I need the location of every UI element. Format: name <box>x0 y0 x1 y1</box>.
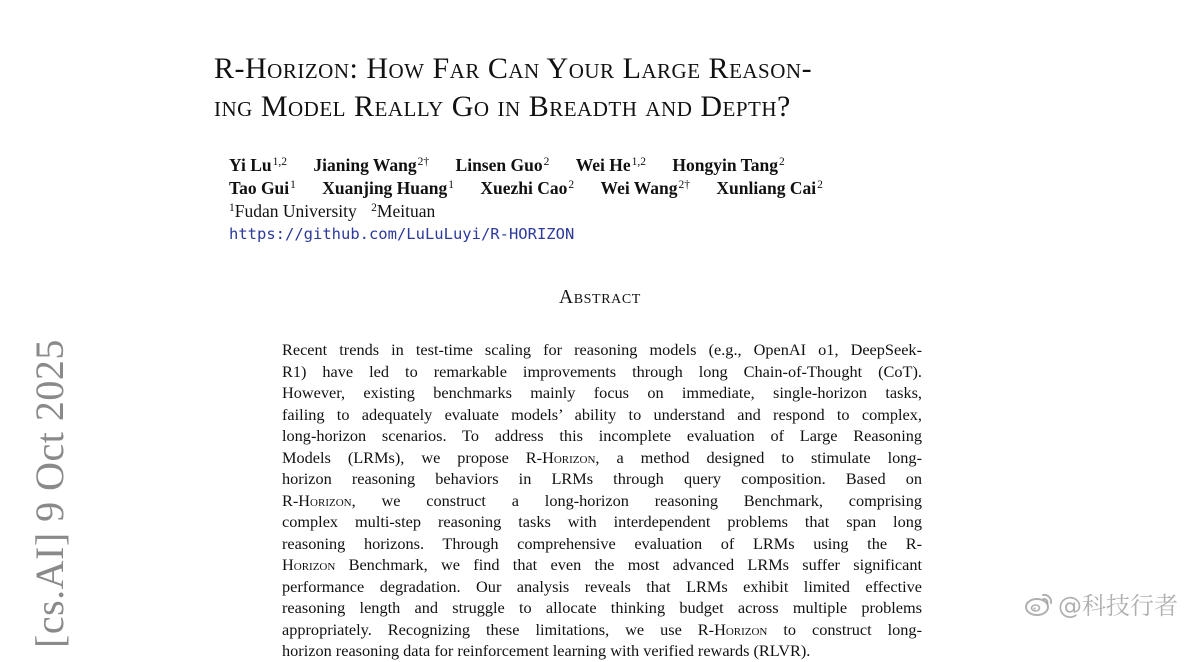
watermark-text: @科技行者 <box>1058 592 1178 620</box>
paper-title <box>214 50 1034 126</box>
repo-link[interactable]: https://github.com/LuLuLuyi/R-HORIZON <box>229 225 575 243</box>
affiliation: $^1$Fudan University <box>229 201 357 221</box>
abstract-line: horizon reasoning behaviors in LRMs through query composition. Based on <box>282 469 922 488</box>
arxiv-stamp: [cs.AI] 9 Oct 2025 <box>27 339 72 648</box>
author: Yi Lu$^{1,2}$ <box>229 155 288 175</box>
watermark <box>1024 586 1178 621</box>
author: Jianing Wang$^{2\dagger}$ <box>313 155 430 175</box>
author: Wei He$^{1,2}$ <box>575 155 647 175</box>
affiliation: $^2$Meituan <box>371 201 436 221</box>
abstract-line: Horizon Benchmark, we find that even the most advanced LRMs suffer significant <box>282 555 922 574</box>
abstract-line: Models (LRMs), we propose R-Horizon, a method designed to stimulate long- <box>282 447 922 467</box>
abstract-line: R-Horizon, we construct a long-horizon reasoning Benchmark, comprising <box>282 490 922 510</box>
abstract-body <box>282 339 922 662</box>
abstract-line: reasoning horizons. Through comprehensive evaluation of LRMs using the R- <box>282 533 922 553</box>
author: Hongyin Tang$^2$ <box>672 155 785 175</box>
abstract-line: performance degradation. Our analysis reveals that LRMs exhibit limited effective <box>282 576 922 596</box>
author-block <box>229 154 989 246</box>
abstract-line: reasoning length and struggle to allocate thinking budget across multiple problems <box>282 598 922 617</box>
weibo-logo-icon <box>1024 591 1054 617</box>
author: Tao Gui$^1$ <box>229 178 296 198</box>
abstract-line: appropriately. Recognizing these limitations, we use R-Horizon to construct long- <box>282 619 922 639</box>
author: Linsen Guo$^2$ <box>455 155 550 175</box>
abstract-line: horizon reasoning data for reinforcement learning with verified rewards (RLVR). <box>282 641 811 660</box>
title-line-2: ing Model Really Go in Breadth and Depth? <box>214 90 791 123</box>
affiliations <box>229 200 989 222</box>
abstract-line: R1) have led to remarkable improvements through long Chain-of-Thought (CoT). <box>282 361 922 381</box>
author: Xuezhi Cao$^2$ <box>480 178 575 198</box>
author: Xuanjing Huang$^1$ <box>322 178 455 198</box>
author: Xunliang Cai$^2$ <box>716 178 823 198</box>
abstract-line: long-horizon scenarios. To address this incomplete evaluation of Large Reasoning <box>282 426 922 445</box>
abstract-line: Recent trends in test-time scaling for reasoning models (e.g., OpenAI o1, DeepSeek- <box>282 340 922 359</box>
author: Wei Wang$^{2\dagger}$ <box>600 178 691 198</box>
title-line-1: R-Horizon: How Far Can Your Large Reason- <box>214 52 813 85</box>
abstract-line: failing to adequately evaluate models’ ability to understand and respond to complex, <box>282 404 922 424</box>
abstract-line: complex multi-step reasoning tasks with interdependent problems that span long <box>282 512 922 531</box>
author-row-1 <box>229 154 989 177</box>
author-row-2 <box>229 177 989 200</box>
abstract-heading: Abstract <box>559 287 641 308</box>
abstract-line: However, existing benchmarks mainly focus on immediate, single-horizon tasks, <box>282 383 922 402</box>
